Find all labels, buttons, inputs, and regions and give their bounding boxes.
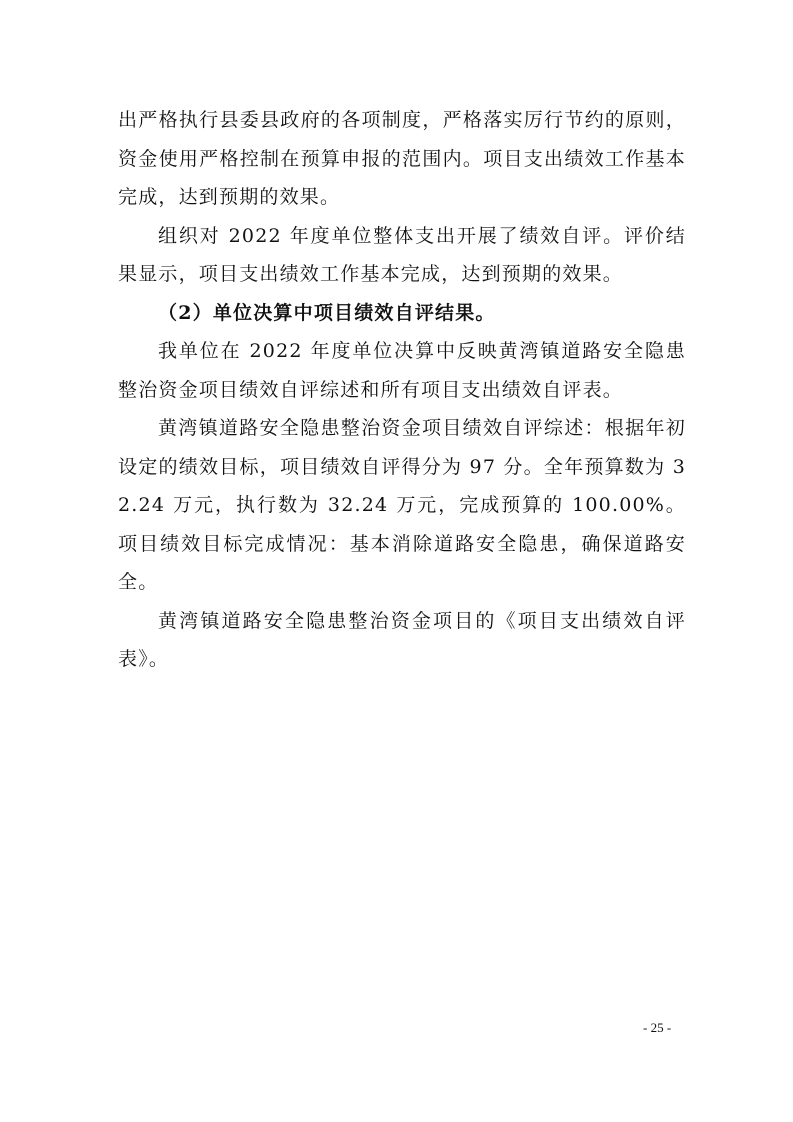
section-heading: （2）单位决算中项目绩效自评结果。 (158, 301, 496, 324)
paragraph-final-accounts: 我单位在 2022 年度单位决算中反映黄湾镇道路安全隐患整治资金项目绩效自评综述和所有项目支出绩效自评表。 (118, 340, 686, 401)
paragraph-project-table: 黄湾镇道路安全隐患整治资金项目的《项目支出绩效自评表》。 (118, 609, 686, 670)
paragraph-project-summary: 黄湾镇道路安全隐患整治资金项目绩效自评综述：根据年初设定的绩效目标，项目绩效自评得分为 97 分。全年预算数为 32.24 万元，执行数为 32.24 万元，完成预算的 100.00%。项目绩效目标完成情况：基本消除道路安全隐患，确保道路安全。 (118, 417, 686, 593)
document-body (118, 101, 686, 679)
page-number: - 25 - (643, 1020, 672, 1035)
paragraph-continuation: 出严格执行县委县政府的各项制度，严格落实厉行节约的原则，资金使用严格控制在预算申报的范围内。项目支出绩效工作基本完成，达到预期的效果。 (118, 109, 686, 208)
paragraph-evaluation-summary: 组织对 2022 年度单位整体支出开展了绩效自评。评价结果显示，项目支出绩效工作基本完成，达到预期的效果。 (118, 224, 686, 285)
